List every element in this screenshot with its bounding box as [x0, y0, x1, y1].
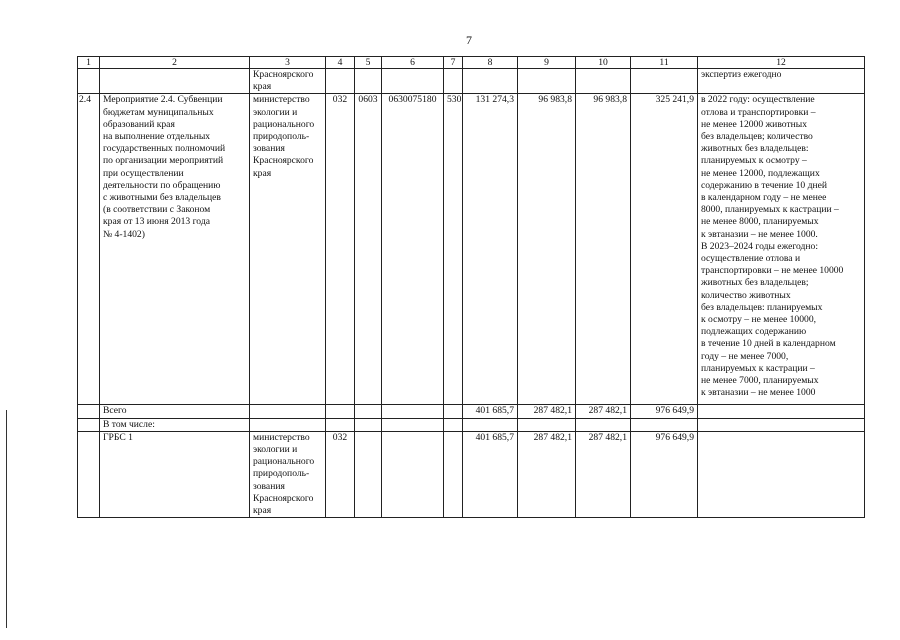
text-line: В 2023–2024 годы ежегодно: — [701, 240, 819, 252]
grbs-code: 032 — [326, 431, 355, 517]
vr-code: 530 — [444, 94, 463, 405]
table-cell — [444, 431, 463, 517]
text-line: не менее 7000, планируемых — [701, 375, 819, 387]
text-line: с животными без владельцев — [103, 192, 221, 204]
column-number-row — [78, 57, 865, 69]
text-line: края — [253, 81, 272, 93]
amount-2022: 401 685,7 — [463, 431, 518, 517]
amount-2024: 96 983,8 — [576, 94, 631, 405]
margin-line — [6, 410, 7, 628]
text-line: Красноярского — [253, 492, 314, 504]
text-line: при осуществлении — [103, 167, 184, 179]
amount-2023: 287 482,1 — [518, 431, 576, 517]
table-cell — [576, 418, 631, 431]
column-number: 8 — [463, 57, 518, 69]
text-line: края от 13 июня 2013 года — [103, 216, 210, 228]
result-cell — [698, 94, 865, 405]
table-cell — [698, 431, 865, 517]
table-cell — [250, 405, 326, 418]
text-line: осуществление отлова и — [701, 253, 801, 265]
table-cell — [444, 405, 463, 418]
grbs-row — [78, 431, 865, 517]
column-number: 6 — [382, 57, 444, 69]
table-cell — [463, 418, 518, 431]
table-cell — [382, 405, 444, 418]
csr-code: 0630075180 — [382, 94, 444, 405]
text-line: экологии и — [253, 106, 298, 118]
text-line: в 2022 году: осуществление — [701, 94, 815, 106]
table-cell — [518, 69, 576, 94]
text-line: министерство — [253, 94, 310, 106]
table-cell — [444, 418, 463, 431]
text-line: № 4-1402) — [103, 228, 145, 240]
table-cell — [250, 418, 326, 431]
text-line: зования — [253, 480, 285, 492]
amount-2024: 287 482,1 — [576, 405, 631, 418]
amount-2023: 96 983,8 — [518, 94, 576, 405]
grbs-code: 032 — [326, 94, 355, 405]
table-cell — [576, 69, 631, 94]
table-cell — [78, 405, 100, 418]
text-line: зования — [253, 143, 285, 155]
grbs-label: ГРБС 1 — [100, 431, 250, 517]
text-line: в календарном году – не менее — [701, 192, 827, 204]
amount-2023: 287 482,1 — [518, 405, 576, 418]
executor-cell — [250, 94, 326, 405]
column-number: 4 — [326, 57, 355, 69]
text-line: планируемых к осмотру – — [701, 155, 807, 167]
text-line: природополь- — [253, 131, 310, 143]
activity-row — [78, 94, 865, 405]
text-line: 8000, планируемых к кастрации – — [701, 204, 839, 216]
text-line: без владельцев: планируемых — [701, 301, 823, 313]
table-cell — [100, 69, 250, 94]
result-cell: экспертиз ежегодно — [698, 69, 865, 94]
text-line: министерство — [253, 431, 310, 443]
text-line: транспортировки – не менее 10000 — [701, 265, 844, 277]
column-number: 5 — [355, 57, 382, 69]
total-label: Всего — [100, 405, 250, 418]
text-line: (в соответствии с Законом — [103, 204, 211, 216]
table-cell — [382, 431, 444, 517]
text-line: животных без владельцев: — [701, 143, 809, 155]
text-line: содержанию в течение 10 дней — [701, 179, 827, 191]
table-cell — [326, 69, 355, 94]
text-line: рационального — [253, 456, 315, 468]
table-cell — [78, 431, 100, 517]
rzpr-code: 0603 — [355, 94, 382, 405]
table-cell — [326, 418, 355, 431]
continuation-row — [78, 69, 865, 94]
text-line: отлова и транспортировки – — [701, 106, 816, 118]
table-cell — [382, 418, 444, 431]
text-line: государственных полномочий — [103, 143, 226, 155]
including-row — [78, 418, 865, 431]
text-line: не менее 12000, подлежащих — [701, 167, 820, 179]
text-line: к эвтаназии – не менее 1000 — [701, 387, 816, 399]
text-line: на выполнение отдельных — [103, 131, 211, 143]
table-cell — [326, 405, 355, 418]
text-line: образований края — [103, 118, 175, 130]
table-cell — [78, 69, 100, 94]
activity-description — [100, 94, 250, 405]
text-line: края — [253, 505, 272, 517]
column-number: 11 — [631, 57, 698, 69]
text-line: не менее 8000, планируемых — [701, 216, 819, 228]
text-line: края — [253, 167, 272, 179]
text-line: планируемых к кастрации – — [701, 362, 815, 374]
table-cell — [355, 405, 382, 418]
table-cell — [463, 69, 518, 94]
column-number: 1 — [78, 57, 100, 69]
text-line: количество животных — [701, 289, 791, 301]
executor-cell — [250, 431, 326, 517]
amount-total: 325 241,9 — [631, 94, 698, 405]
text-line: бюджетам муниципальных — [103, 106, 214, 118]
table-cell — [698, 405, 865, 418]
text-line: не менее 12000 животных — [701, 118, 808, 130]
column-number: 3 — [250, 57, 326, 69]
text-line: к осмотру – не менее 10000, — [701, 314, 817, 326]
table-cell — [355, 431, 382, 517]
text-line: подлежащих содержанию — [701, 326, 807, 338]
amount-2022: 131 274,3 — [463, 94, 518, 405]
table-cell — [444, 69, 463, 94]
amount-total: 976 649,9 — [631, 405, 698, 418]
row-number: 2.4 — [78, 94, 100, 405]
table-cell — [518, 418, 576, 431]
column-number: 10 — [576, 57, 631, 69]
page-number: 7 — [466, 33, 472, 47]
table-cell — [631, 69, 698, 94]
text-line: экологии и — [253, 444, 298, 456]
table-cell — [698, 418, 865, 431]
text-line: без владельцев; количество — [701, 131, 813, 143]
column-number: 9 — [518, 57, 576, 69]
budget-table — [77, 56, 865, 518]
table-cell — [382, 69, 444, 94]
table-cell — [78, 418, 100, 431]
text-line: к эвтаназии – не менее 1000. — [701, 228, 818, 240]
text-line: Красноярского — [253, 69, 314, 80]
total-row — [78, 405, 865, 418]
column-number: 7 — [444, 57, 463, 69]
amount-total: 976 649,9 — [631, 431, 698, 517]
column-number: 2 — [100, 57, 250, 69]
table-cell — [355, 69, 382, 94]
including-label: В том числе: — [100, 418, 250, 431]
column-number: 12 — [698, 57, 865, 69]
text-line: деятельности по обращению — [103, 179, 221, 191]
amount-2022: 401 685,7 — [463, 405, 518, 418]
table-cell — [631, 418, 698, 431]
text-line: Мероприятие 2.4. Субвенции — [103, 94, 223, 106]
text-line: природополь- — [253, 468, 310, 480]
text-line: в течение 10 дней в календарном — [701, 338, 836, 350]
amount-2024: 287 482,1 — [576, 431, 631, 517]
text-line: животных без владельцев; — [701, 277, 809, 289]
executor-cell — [250, 69, 326, 94]
table-cell — [355, 418, 382, 431]
text-line: по организации мероприятий — [103, 155, 224, 167]
text-line: году – не менее 7000, — [701, 350, 789, 362]
text-line: рационального — [253, 118, 315, 130]
text-line: Красноярского — [253, 155, 314, 167]
